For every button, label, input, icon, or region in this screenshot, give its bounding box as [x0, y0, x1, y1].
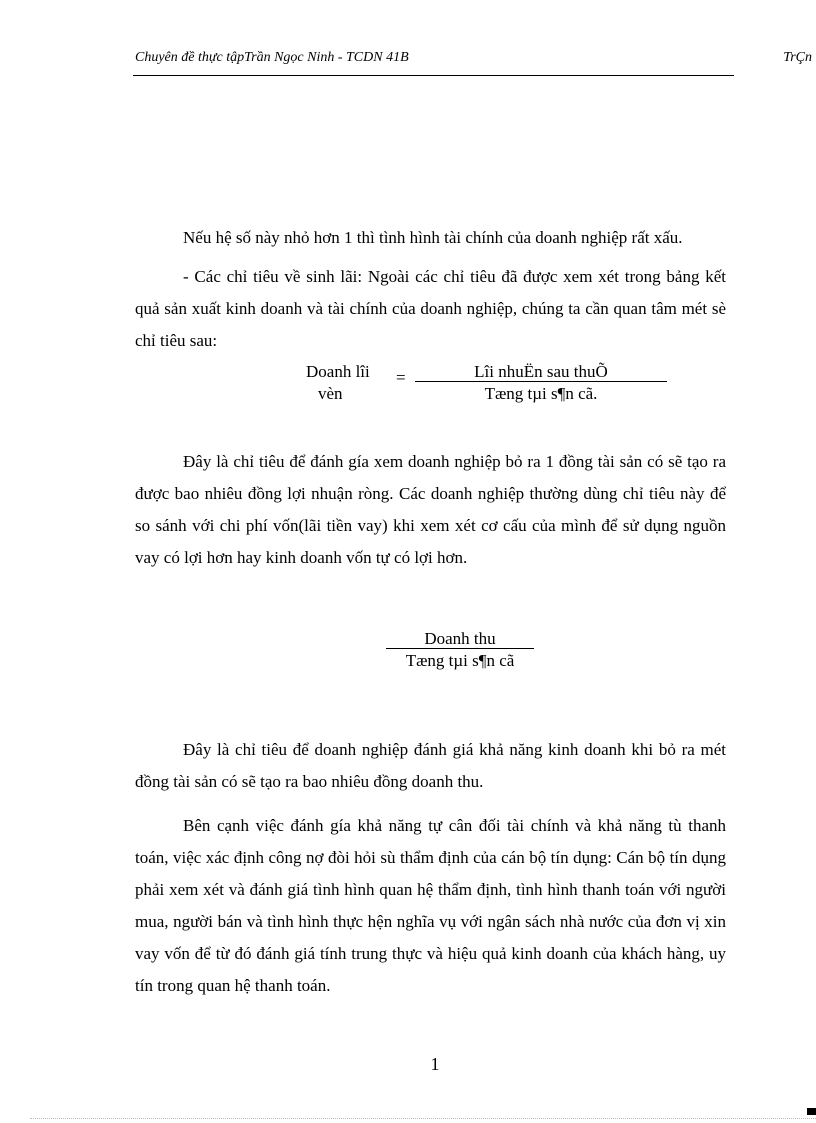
paragraph-1: Nếu hệ số này nhỏ hơn 1 thì tình hình tài chính của doanh nghiệp rất xấu.	[183, 228, 683, 247]
paragraph-3: Đây là chỉ tiêu để đánh gía xem doanh nghiệp bỏ ra 1 đồng tài sản có sẽ tạo ra được bao nhiêu đồng lợi nhuận ròng. Các doanh nghiệp thường dùng chỉ tiêu này để so sánh với chi phí vốn(lãi tiền vay) khi xem xét cơ cấu của mình để sử dụng nguồn vay có lợi hơn hay kinh doanh vốn tự có lợi hơn.	[135, 452, 726, 567]
formula1-lhs-bottom: vèn	[318, 384, 343, 403]
formula1-denominator: Tæng tµi s¶n cã.	[484, 384, 598, 403]
header-author: TrÇn	[783, 50, 812, 65]
formula2-numerator: Doanh thu	[424, 629, 496, 648]
paragraph-4: Đây là chỉ tiêu để doanh nghiệp đánh giá khả năng kinh doanh khi bỏ ra mét đồng tài sản có sẽ tạo ra bao nhiêu đồng doanh thu.	[135, 740, 726, 791]
paragraph-2: - Các chỉ tiêu về sinh lãi: Ngoài các chỉ tiêu đã được xem xét trong bảng kết quả sản xuất kinh doanh và tài chính của doanh nghiệp, chúng ta cần quan tâm mét sè chỉ tiêu sau:	[135, 267, 726, 350]
formula1-numerator: Lîi nhuËn sau thuÕ	[474, 362, 608, 381]
formula1-equals: =	[396, 368, 406, 387]
paragraph-5: Bên cạnh việc đánh gía khả năng tự cân đối tài chính và khả năng tù thanh toán, việc xác định công nợ đòi hỏi sù thẩm định của cán bộ tín dụng: Cán bộ tín dụng phải xem xét và đánh giá tình hình quan hệ thẩm định, tình hình thanh toán với người mua, người bán và tình hình thực hện nghĩa vụ với ngân sách nhà nước của đơn vị xin vay vốn để từ đó đánh giá tính trung thực và hiệu quả kinh doanh của khách hàng, uy tín trong quan hệ thanh toán.	[135, 816, 726, 995]
formula2-denominator: Tæng tµi s¶n cã	[405, 651, 515, 670]
formula1-lhs-top: Doanh lîi	[306, 362, 370, 381]
formula2-fraction-bar	[386, 648, 534, 649]
header-divider	[133, 75, 734, 76]
formula1-fraction-bar	[415, 381, 667, 382]
corner-marker-icon	[800, 1108, 816, 1123]
header-title: Chuyên đề thực tậpTrần Ngọc Ninh - TCDN 41B	[135, 50, 409, 65]
page-number: 1	[430, 1054, 440, 1074]
page-bottom-divider	[30, 1118, 816, 1119]
